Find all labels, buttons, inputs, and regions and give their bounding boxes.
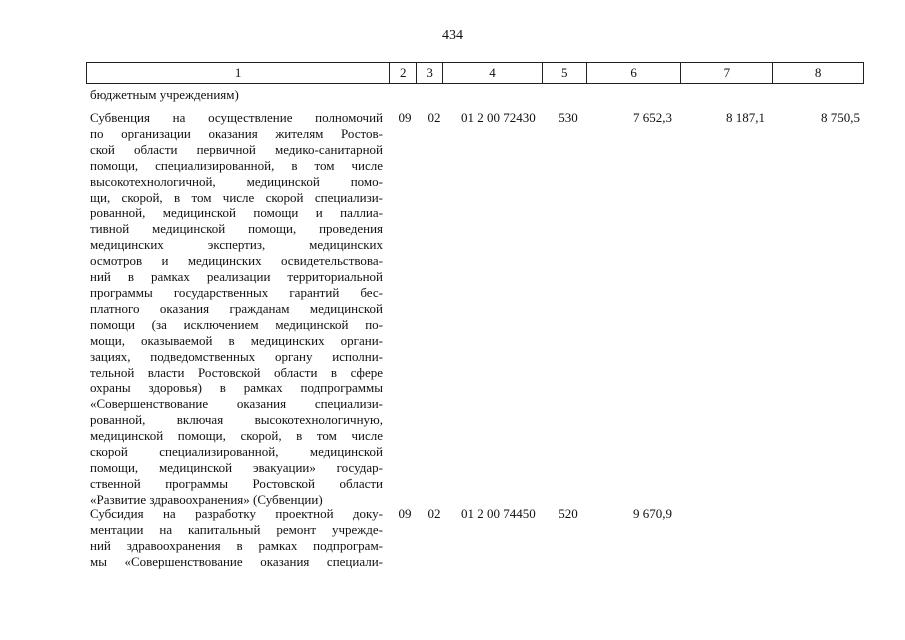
row-1-line: «Совершенствование оказания специализи- [90, 396, 383, 412]
row-1-line: рованной, включая высокотехнологичную, [90, 412, 383, 428]
row-1-line: зациях, подведомственных органу исполни- [90, 348, 383, 364]
row-2-section: 09 [398, 506, 412, 521]
row-1-line: осмотров и медицинских освидетельствова- [90, 253, 383, 269]
row-2-line: ний здравоохранения в рамках подпрограм- [90, 537, 383, 553]
header-cell-5: 5 [542, 63, 586, 83]
row-1-line: щи, скорой, в том числе скорой специализи- [90, 189, 383, 205]
row-1-line: мощи, оказываемой в медицинских органи- [90, 332, 383, 348]
header-cell-8: 8 [772, 63, 863, 83]
row-1-line: ний в рамках реализации территориальной [90, 269, 383, 285]
row-2-target-code: 01 2 00 74450 [461, 506, 536, 521]
header-cell-2: 2 [389, 63, 416, 83]
header-cell-1: 1 [234, 65, 242, 80]
row-1-line: Субвенция на осуществление полномочий [90, 110, 383, 125]
row-1-expense-type: 530 [558, 110, 578, 125]
row-1-line: рованной, медицинской помощи и паллиа- [90, 205, 383, 221]
table-header-row [86, 62, 864, 84]
row-1-line: охраны здоровья) в рамках подпрограммы [90, 380, 383, 396]
row-1-line: по организации оказания жителям Ростов- [90, 125, 383, 141]
header-cell-6: 6 [586, 63, 681, 83]
continuation-text: бюджетным учреждениям) [90, 87, 239, 102]
page-number: 434 [442, 28, 463, 43]
row-1-description [90, 110, 383, 508]
row-1-line: высокотехнологичной, медицинской помо- [90, 173, 383, 189]
header-cell-3: 3 [416, 63, 442, 83]
row-2-amount-1: 9 670,9 [633, 506, 672, 521]
row-1-line: медицинской помощи, скорой, в том числе [90, 428, 383, 444]
row-1-line: платного оказания гражданам медицинской [90, 300, 383, 316]
row-2-description [90, 506, 383, 570]
row-2-line: ментации на капитальный ремонт учрежде- [90, 521, 383, 537]
header-cell-4: 4 [442, 63, 542, 83]
row-1-line: ственной программы Ростовской области [90, 475, 383, 491]
row-2-line: мы «Совершенствование оказания специали- [90, 553, 383, 569]
row-1-line: тивной медицинской помощи, проведения [90, 221, 383, 237]
row-2-subsection: 02 [427, 506, 441, 521]
row-2-expense-type: 520 [558, 506, 578, 521]
row-1-amount-1: 7 652,3 [633, 110, 672, 125]
row-2-line: Субсидия на разработку проектной доку- [90, 506, 383, 521]
row-1-line: ской области первичной медико-санитарной [90, 141, 383, 157]
row-1-line: «Развитие здравоохранения» (Субвенции) [90, 491, 323, 507]
row-1-line: помощи (за исключением медицинской по- [90, 316, 383, 332]
row-1-amount-3: 8 750,5 [821, 110, 860, 125]
row-1-line: тельной власти Ростовской области в сфере [90, 364, 383, 380]
row-1-line: помощи, специализированной, в том числе [90, 157, 383, 173]
row-1-amount-2: 8 187,1 [726, 110, 765, 125]
row-1-subsection: 02 [427, 110, 441, 125]
row-1-target-code: 01 2 00 72430 [461, 110, 536, 125]
header-cell-7: 7 [680, 63, 772, 83]
row-1-section: 09 [398, 110, 412, 125]
row-1-line: медицинских экспертиз, медицинских [90, 237, 383, 253]
row-1-line: скорой специализированной, медицинской [90, 444, 383, 460]
row-1-line: программы государственных гарантий бес- [90, 284, 383, 300]
row-1-line: помощи, медицинской эвакуации» государ- [90, 459, 383, 475]
